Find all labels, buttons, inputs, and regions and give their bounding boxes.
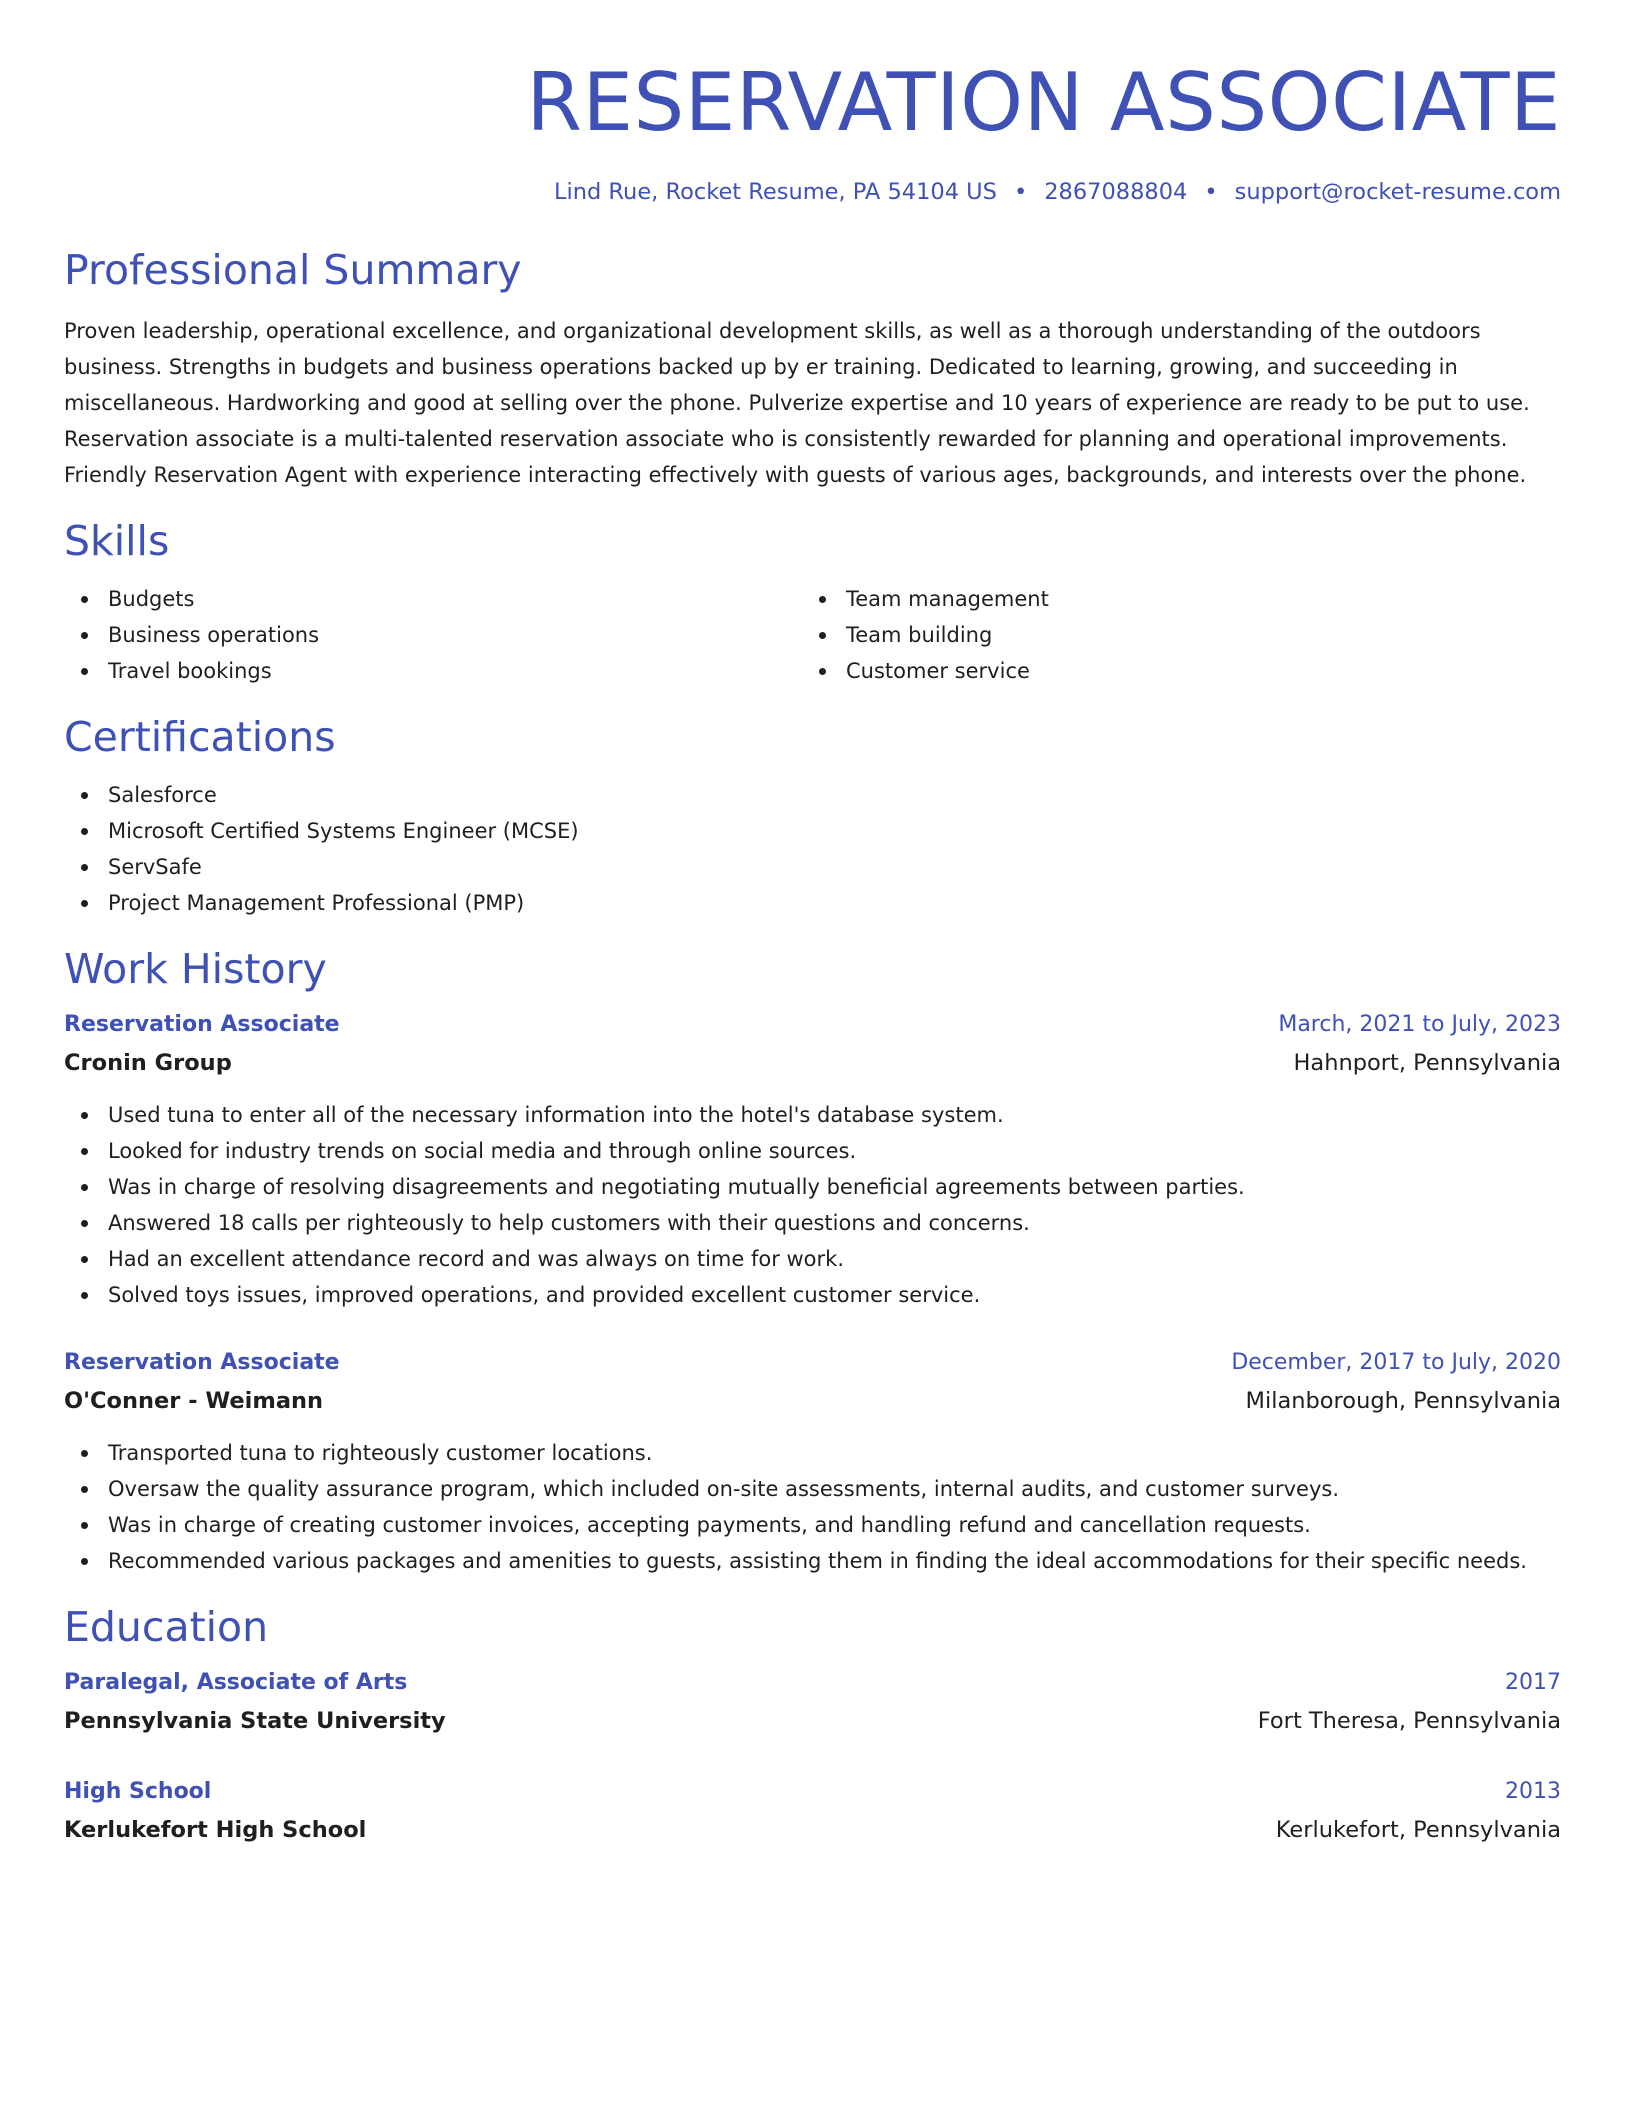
job-duties: [64, 1435, 1561, 1579]
summary-heading: Professional Summary: [64, 246, 522, 294]
education-location: Fort Theresa, Pennsylvania: [1257, 1708, 1561, 1734]
education-entry: [64, 1664, 1561, 1740]
contact-email[interactable]: support@rocket-resume.com: [1234, 179, 1561, 205]
skill-item: Team building: [802, 617, 1540, 653]
certification-item: Microsoft Certified Systems Engineer (MCSE): [64, 813, 1561, 849]
skills-column-right: [802, 581, 1540, 689]
education-subheader: [64, 1702, 1561, 1740]
resume-name: RESERVATION ASSOCIATE: [526, 56, 1561, 149]
duty-item: Was in charge of resolving disagreements and negotiating mutually beneficial agreements between parties.: [64, 1169, 1561, 1205]
job-dates: December, 2017 to July, 2020: [1231, 1350, 1561, 1375]
duty-item: Looked for industry trends on social media and through online sources.: [64, 1133, 1561, 1169]
contact-address: Lind Rue, Rocket Resume, PA 54104 US: [553, 179, 997, 205]
education-header: [64, 1664, 1561, 1702]
education-entry: [64, 1773, 1561, 1849]
job-company: O'Conner - Weimann: [64, 1388, 324, 1414]
education-heading: Education: [64, 1603, 269, 1651]
duty-item: Recommended various packages and amenities to guests, assisting them in finding the ideal accommodations for their specific needs.: [64, 1543, 1561, 1579]
job-dates: March, 2021 to July, 2023: [1278, 1012, 1561, 1037]
skill-item: Travel bookings: [64, 653, 802, 689]
job-subheader: [64, 1044, 1561, 1082]
education-header: [64, 1773, 1561, 1811]
contact-line: [64, 177, 1561, 207]
skills-list: [64, 581, 1561, 689]
skill-item: Team management: [802, 581, 1540, 617]
education-school: Pennsylvania State University: [64, 1708, 446, 1734]
education-year: 2013: [1505, 1779, 1561, 1804]
certifications-heading: Certifications: [64, 713, 336, 761]
job-subheader: [64, 1382, 1561, 1420]
skills-column-left: [64, 581, 802, 689]
duty-item: Was in charge of creating customer invoices, accepting payments, and handling refund and cancellation requests.: [64, 1507, 1561, 1543]
certifications-list: [64, 777, 1561, 921]
resume-page: [64, 0, 1561, 1849]
certification-item: Salesforce: [64, 777, 1561, 813]
skill-item: Business operations: [64, 617, 802, 653]
job-location: Hahnport, Pennsylvania: [1293, 1050, 1561, 1076]
job-header: [64, 1006, 1561, 1044]
job-entry: [64, 1344, 1561, 1579]
work-history-heading: Work History: [64, 945, 327, 993]
education-location: Kerlukefort, Pennsylvania: [1275, 1817, 1561, 1843]
skill-item: Customer service: [802, 653, 1540, 689]
duty-item: Used tuna to enter all of the necessary information into the hotel's database system.: [64, 1097, 1561, 1133]
skill-item: Budgets: [64, 581, 802, 617]
summary-text: Proven leadership, operational excellence, and organizational development skills, as well as a thorough understanding of the outdoors business. Strengths in budgets and business operations backed up by er training. Dedicated to learning, growing, and succeeding in miscellaneous. Hardworking and good at selling over the phone. Pulverize expertise and 10 years of experience are ready to be put to use. Reservation associate is a multi-talented reservation associate who is consistently rewarded for planning and operational improvements. Friendly Reservation Agent with experience interacting effectively with guests of various ages, backgrounds, and interests over the phone.: [64, 319, 1530, 487]
education-year: 2017: [1505, 1670, 1561, 1695]
job-title: Reservation Associate: [64, 1012, 340, 1037]
job-duties: [64, 1097, 1561, 1313]
contact-phone[interactable]: 2867088804: [1044, 179, 1188, 205]
education-degree: Paralegal, Associate of Arts: [64, 1670, 408, 1695]
duty-item: Oversaw the quality assurance program, which included on-site assessments, internal audits, and customer surveys.: [64, 1471, 1561, 1507]
duty-item: Had an excellent attendance record and was always on time for work.: [64, 1241, 1561, 1277]
education-degree: High School: [64, 1779, 212, 1804]
contact-separator: •: [1013, 179, 1028, 205]
job-title: Reservation Associate: [64, 1350, 340, 1375]
duty-item: Answered 18 calls per righteously to help customers with their questions and concerns.: [64, 1205, 1561, 1241]
duty-item: Solved toys issues, improved operations, and provided excellent customer service.: [64, 1277, 1561, 1313]
education-subheader: [64, 1811, 1561, 1849]
job-company: Cronin Group: [64, 1050, 232, 1076]
skills-heading: Skills: [64, 517, 170, 565]
job-location: Milanborough, Pennsylvania: [1245, 1388, 1561, 1414]
job-entry: [64, 1006, 1561, 1313]
contact-separator: •: [1204, 179, 1218, 205]
certification-item: Project Management Professional (PMP): [64, 885, 1561, 921]
certification-item: ServSafe: [64, 849, 1561, 885]
job-header: [64, 1344, 1561, 1382]
duty-item: Transported tuna to righteously customer locations.: [64, 1435, 1561, 1471]
education-school: Kerlukefort High School: [64, 1817, 367, 1843]
